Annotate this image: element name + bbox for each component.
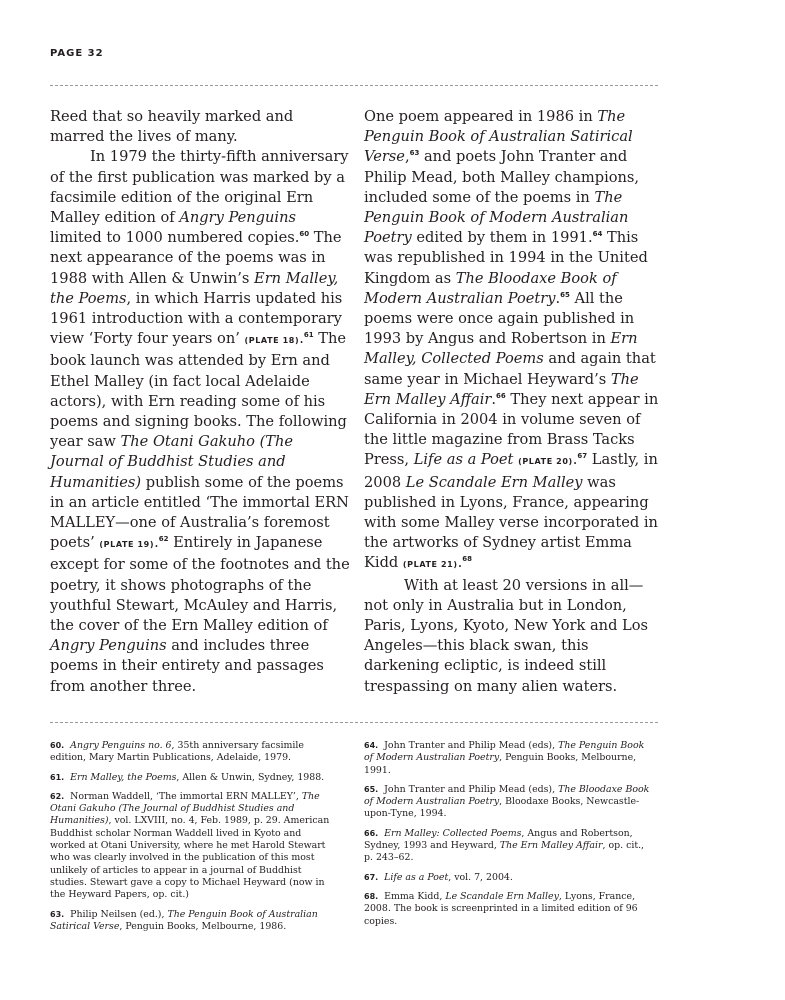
footnote-ref: 66 xyxy=(496,391,506,400)
footnote-ref: 62 xyxy=(158,535,169,544)
page-number: PAGE 32 xyxy=(50,48,104,59)
footnotes-column-right xyxy=(364,740,654,935)
footnote-ref: 67 xyxy=(577,452,588,461)
footnote: 61. Ern Malley, the Poems, Allen & Unwin, Sydney, 1988. xyxy=(50,771,325,783)
footnote-ref: 68 xyxy=(462,555,472,564)
footnote-ref: 63 xyxy=(409,149,420,158)
footnote: 64. John Tranter and Philip Mead (eds), The Penguin Book of Modern Australian Poetry, Penguin Books, Melbourne, 1991. xyxy=(364,740,645,776)
footnote-ref: 61 xyxy=(303,331,314,340)
plate-ref: (PLATE 21) xyxy=(402,560,458,570)
footnote: 63. Philip Neilsen (ed.), The Penguin Book of Australian Satirical Verse, Penguin Books, Melbourne, 1986. xyxy=(50,908,318,932)
plate-ref: (PLATE 20) xyxy=(518,457,573,467)
footnotes-column-left xyxy=(50,740,335,940)
paragraph: With at least 20 versions in all—not only in Australia but in London, Paris, Lyons, Kyoto, New York and Los Angeles—this black swan, this darkening ecliptic, is indeed still trespassing on many alien waters. xyxy=(364,576,649,695)
footnote: 67. Life as a Poet, vol. 7, 2004. xyxy=(364,871,513,883)
footnote: 66. Ern Malley: Collected Poems, Angus and Robertson, Sydney, 1993 and Heyward, The Ern Malley Affair, op. cit., p. 243–62. xyxy=(364,827,645,864)
paragraph: One poem appeared in 1986 in The Penguin Book of Australian Satirical Verse,$^{63}$ and poets John Tranter and Philip Mead, both Malley champions, included some of the poems in The Penguin Book of Modern Australian Poetry edited by them in 1991.64 This was republished in 1994 in the United Kingdom as The Bloodaxe Book of Modern Australian Poetry.$^{65}$ All the poems were once again published in 1993 by Angus and Robertson in Ern Malley, Collected Poems and again that same year in Michael Heyward’s The Ern Malley Affair.$^{66}$ They next appear in California in 2004 in volume seven of the little magazine from Brass Tacks Press, Life as a Poet (PLATE 20).$^{67}$ Lastly, in 2008 Le Scandale Ern Malley was published in Lyons, France, appearing with some Malley verse incorporated in the artworks of Sydney artist Emma Kidd (PLATE 21).$^{68}$ xyxy=(364,108,659,572)
plate-ref: (PLATE 19) xyxy=(99,540,155,550)
top-divider xyxy=(50,85,658,86)
footnote: 60. Angry Penguins no. 6, 35th anniversary facsimile edition, Mary Martin Publications, Adelaide, 1979. xyxy=(50,740,304,764)
footnote-divider xyxy=(50,722,658,723)
body-column-left xyxy=(50,107,350,697)
body-column-right xyxy=(364,107,660,697)
footnote-ref: 65 xyxy=(560,290,570,299)
footnote-ref: 60 xyxy=(299,230,310,239)
plate-ref: (PLATE 18) xyxy=(244,336,300,346)
footnote-ref: 64 xyxy=(592,230,603,239)
footnote: 62. Norman Waddell, ‘The immortal ERN MALLEY’, The Otani Gakuho (The Journal of Buddhist Studies and Humanities), vol. LXVIII, no. 4, Feb. 1989, p. 29. American Buddhist scholar Norman Waddell lived in Kyoto and worked at Otani University, where he met Harold Stewart who was clearly involved in the publication of this most unlikely of articles to appear in a journal of Buddhist studies. Stewart gave a copy to Michael Heyward (now in the Heyward Papers, op. cit.) xyxy=(50,790,330,901)
paragraph: Reed that so heavily marked and marred the lives of many. xyxy=(50,108,294,146)
paragraph: In 1979 the thirty-fifth anniversary of the first publication was marked by a facsimile edition of the original Ern Malley edition of Angry Penguins limited to 1000 numbered copies.$^{60}$ The next appearance of the poems was in 1988 with Allen & Unwin’s Ern Malley, the Poems, in which Harris updated his 1961 introduction with a contemporary view ‘Forty four years on’ (PLATE 18).$^{61}$ The book launch was attended by Ern and Ethel Malley (in fact local Adelaide actors), with Ern reading some of his poems and signing books. The following year saw The Otani Gakuho (The Journal of Buddhist Studies and Humanities) publish some of the poems in an article entitled ‘The immortal ERN MALLEY—one of Australia’s foremost poets’ (PLATE 19).$^{62}$ Entirely in Japanese except for some of the footnotes and the poetry, it shows photographs of the youthful Stewart, McAuley and Harris, the cover of the Ern Malley edition of Angry Penguins and includes three poems in their entirety and passages from another three. xyxy=(50,148,350,695)
footnote: 65. John Tranter and Philip Mead (eds), The Bloodaxe Book of Modern Australian Poetry, Bloodaxe Books, Newcastle-upon-Tyne, 1994. xyxy=(364,783,650,820)
footnote: 68. Emma Kidd, Le Scandale Ern Malley, Lyons, France, 2008. The book is screenprinted in a limited edition of 96 copies. xyxy=(364,890,638,927)
